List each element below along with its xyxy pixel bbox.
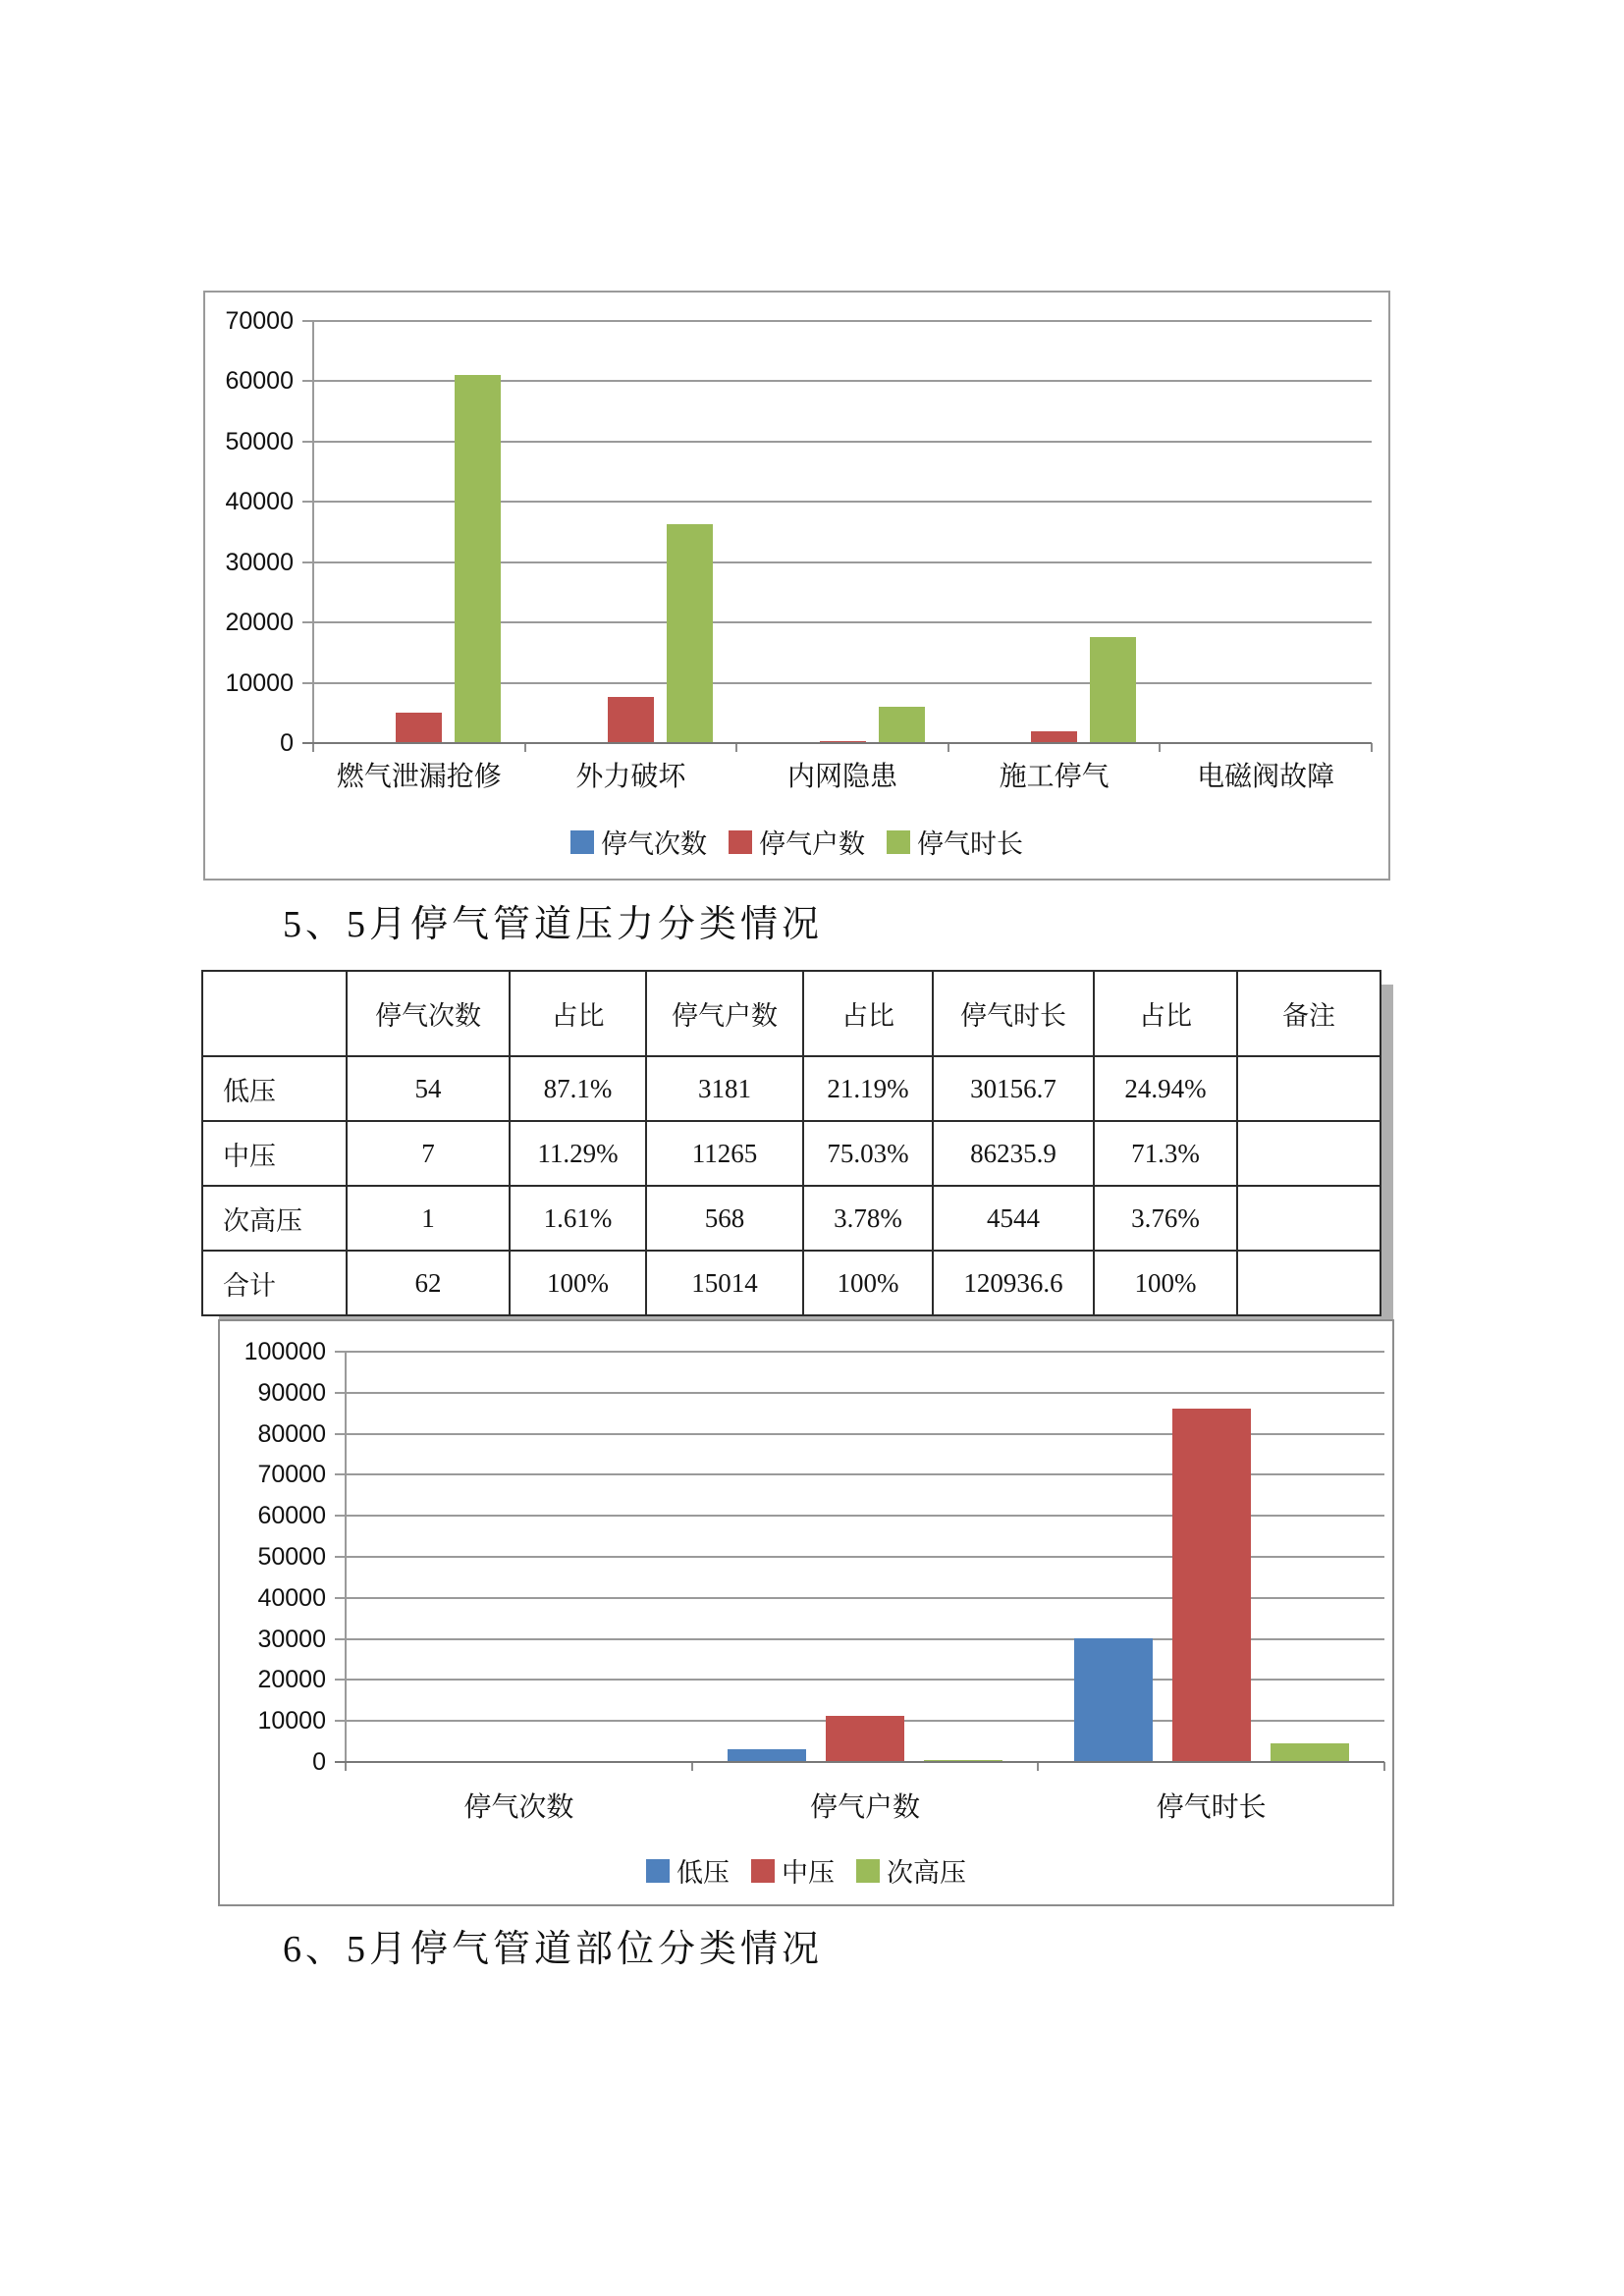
legend-label: 中压: [782, 1858, 835, 1888]
chart-legend: [205, 823, 1388, 861]
category-tick: [735, 743, 737, 752]
bar-中压: [826, 1716, 904, 1762]
category-tick: [947, 743, 949, 752]
header-cell: 停气时长: [933, 971, 1094, 1056]
bar-停气时长: [455, 375, 501, 743]
table-row: [202, 1186, 1380, 1251]
y-axis-line: [312, 321, 314, 743]
table-cell: 7: [347, 1121, 510, 1186]
table-cell: 3.76%: [1094, 1186, 1237, 1251]
plot-area: [313, 321, 1372, 743]
y-tick-label: 0: [280, 729, 294, 757]
table-cell: 568: [646, 1186, 803, 1251]
bar-中压: [1172, 1409, 1251, 1763]
y-tick-label: 70000: [257, 1461, 326, 1489]
legend-label: 次高压: [887, 1858, 966, 1888]
header-cell: 停气次数: [347, 971, 510, 1056]
table-cell: 24.94%: [1094, 1056, 1237, 1121]
y-tick-label: 50000: [225, 427, 294, 455]
legend-item: [570, 823, 707, 861]
table-cell: 71.3%: [1094, 1121, 1237, 1186]
chart-stoppage-by-pressure: [218, 1319, 1394, 1906]
category-tick: [345, 1762, 347, 1771]
header-cell: [202, 971, 347, 1056]
pressure-classification-table: [201, 970, 1381, 1316]
table-cell: 30156.7: [933, 1056, 1094, 1121]
table-cell: 4544: [933, 1186, 1094, 1251]
x-axis-line: [335, 1761, 1384, 1763]
y-tick-label: 30000: [225, 548, 294, 576]
table-cell: 3181: [646, 1056, 803, 1121]
y-tick-label: 40000: [225, 488, 294, 516]
gridline: [335, 1392, 1384, 1394]
y-tick-label: 10000: [225, 668, 294, 697]
chart-legend: [220, 1851, 1392, 1890]
table-cell: 1.61%: [510, 1186, 646, 1251]
header-cell: 占比: [510, 971, 646, 1056]
bar-停气户数: [608, 697, 654, 743]
table-cell: 11.29%: [510, 1121, 646, 1186]
y-tick-label: 10000: [257, 1707, 326, 1735]
bar-停气时长: [667, 524, 713, 743]
section-heading-6: 6、5月停气管道部位分类情况: [283, 1929, 824, 1970]
y-tick-label: 50000: [257, 1543, 326, 1571]
table-cell: [1237, 1251, 1380, 1315]
category-label: 停气户数: [809, 1792, 920, 1823]
legend-item: [887, 823, 1023, 861]
legend-swatch-停气时长: [887, 830, 910, 854]
table-cell: 100%: [510, 1251, 646, 1315]
header-cell: 停气户数: [646, 971, 803, 1056]
table-cell: 低压: [202, 1056, 347, 1121]
table-cell: 54: [347, 1056, 510, 1121]
category-tick: [691, 1762, 693, 1771]
category-tick: [1371, 743, 1373, 752]
category-label: 燃气泄漏抢修: [336, 762, 502, 792]
gridline: [335, 1351, 1384, 1353]
chart-stoppage-by-cause: [203, 291, 1390, 881]
category-tick: [524, 743, 526, 752]
bar-停气时长: [1090, 637, 1136, 743]
table-cell: 15014: [646, 1251, 803, 1315]
table-cell: 中压: [202, 1121, 347, 1186]
table-cell: [1237, 1121, 1380, 1186]
gridline: [302, 320, 1372, 322]
legend-label: 停气户数: [759, 829, 865, 859]
x-axis-line: [302, 742, 1372, 744]
legend-swatch-停气次数: [570, 830, 594, 854]
bar-次高压: [1271, 1743, 1349, 1762]
header-cell: 占比: [1094, 971, 1237, 1056]
table-cell: 120936.6: [933, 1251, 1094, 1315]
legend-swatch-停气户数: [729, 830, 752, 854]
table-cell: 合计: [202, 1251, 347, 1315]
header-cell: 备注: [1237, 971, 1380, 1056]
legend-swatch-低压: [646, 1859, 670, 1883]
category-tick: [1383, 1762, 1385, 1771]
table-row: [202, 1251, 1380, 1315]
table-cell: 3.78%: [803, 1186, 933, 1251]
category-label: 施工停气: [999, 762, 1110, 792]
table-row: [202, 1121, 1380, 1186]
category-tick: [312, 743, 314, 752]
category-label: 停气次数: [463, 1792, 574, 1823]
y-tick-label: 30000: [257, 1625, 326, 1653]
table-cell: 62: [347, 1251, 510, 1315]
category-label: 内网隐患: [786, 762, 897, 792]
y-tick-label: 20000: [225, 609, 294, 637]
table-cell: 次高压: [202, 1186, 347, 1251]
y-tick-label: 70000: [225, 307, 294, 335]
y-tick-label: 90000: [257, 1378, 326, 1407]
table-cell: 100%: [1094, 1251, 1237, 1315]
category-label: 停气时长: [1156, 1792, 1267, 1823]
category-label: 外力破坏: [575, 762, 686, 792]
table-cell: 100%: [803, 1251, 933, 1315]
table-cell: 87.1%: [510, 1056, 646, 1121]
plot-area: [346, 1352, 1384, 1762]
legend-item: [646, 1851, 730, 1890]
category-label: 电磁阀故障: [1197, 762, 1335, 792]
header-cell: 占比: [803, 971, 933, 1056]
legend-label: 停气时长: [917, 829, 1023, 859]
y-tick-label: 0: [312, 1748, 326, 1776]
legend-label: 低压: [677, 1858, 730, 1888]
table-cell: 1: [347, 1186, 510, 1251]
category-tick: [1159, 743, 1161, 752]
legend-swatch-次高压: [856, 1859, 880, 1883]
y-tick-label: 60000: [257, 1502, 326, 1530]
bar-停气时长: [879, 707, 925, 743]
table-cell: [1237, 1186, 1380, 1251]
bar-低压: [1074, 1638, 1153, 1762]
y-tick-label: 40000: [257, 1583, 326, 1612]
legend-swatch-中压: [751, 1859, 775, 1883]
table-cell: [1237, 1056, 1380, 1121]
table-header-row: [202, 971, 1380, 1056]
legend-label: 停气次数: [601, 829, 707, 859]
table-cell: 21.19%: [803, 1056, 933, 1121]
y-axis-line: [345, 1352, 347, 1762]
table-cell: 75.03%: [803, 1121, 933, 1186]
legend-item: [751, 1851, 835, 1890]
y-tick-label: 80000: [257, 1419, 326, 1448]
table-row: [202, 1056, 1380, 1121]
category-tick: [1037, 1762, 1039, 1771]
y-tick-label: 60000: [225, 367, 294, 396]
legend-item: [856, 1851, 966, 1890]
bar-低压: [728, 1749, 806, 1762]
table-cell: 86235.9: [933, 1121, 1094, 1186]
legend-item: [729, 823, 865, 861]
bar-停气户数: [396, 713, 442, 743]
section-heading-5: 5、5月停气管道压力分类情况: [283, 904, 824, 945]
y-tick-label: 20000: [257, 1666, 326, 1694]
table-cell: 11265: [646, 1121, 803, 1186]
y-tick-label: 100000: [244, 1338, 326, 1365]
